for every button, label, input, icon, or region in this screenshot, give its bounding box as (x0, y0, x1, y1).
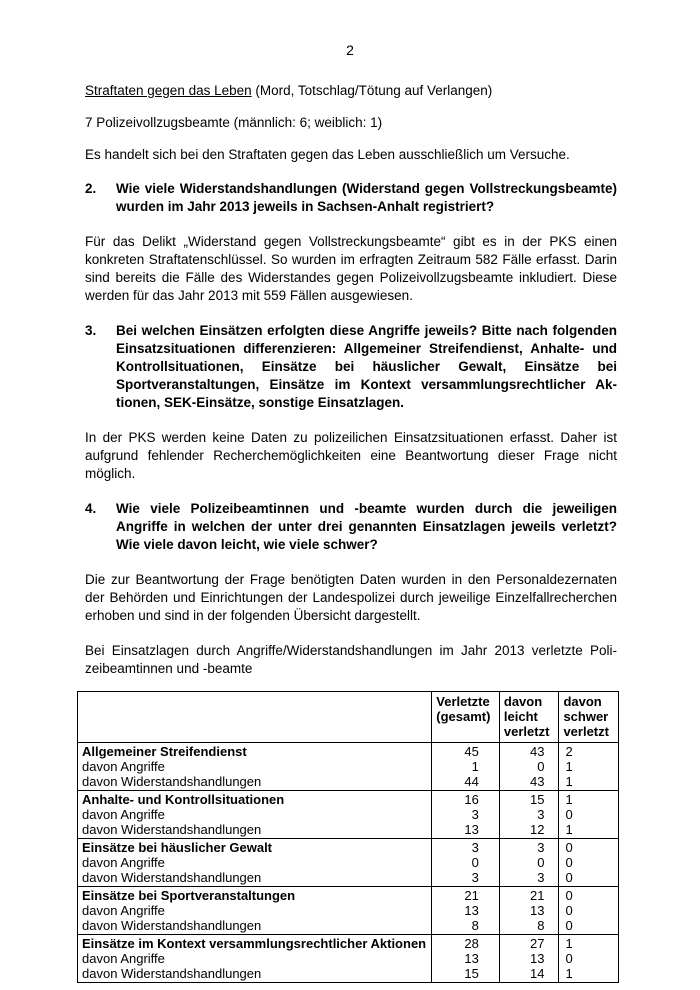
total-cell (432, 791, 500, 839)
value: 1 (565, 792, 573, 807)
table-header-row (78, 692, 619, 743)
sub-label: davon Widerstandshandlungen (82, 774, 262, 789)
question-number: 3. (85, 323, 97, 338)
intro-underlined-term: Straftaten gegen das Leben (85, 83, 252, 98)
sub-label: davon Angriffe (82, 807, 165, 822)
value: 0 (537, 855, 545, 870)
row-labels (78, 887, 432, 935)
group-title: Anhalte- und Kontrollsituationen (82, 792, 285, 807)
question-2 (85, 180, 617, 216)
light-cell (499, 839, 559, 887)
table-row (78, 935, 619, 983)
table-caption: Bei Einsatzlagen durch Angriffe/Widerstandshandlungen im Jahr 2013 verletzte Polizeibeamtinnen und -beamte (85, 643, 617, 676)
value: 0 (565, 951, 573, 966)
row-labels (78, 791, 432, 839)
header-total: Verletzte (gesamt) (432, 692, 500, 743)
value: 3 (471, 870, 479, 885)
value: 21 (464, 888, 479, 903)
value: 15 (464, 966, 479, 981)
question-number: 4. (85, 501, 97, 516)
value: 0 (565, 870, 573, 885)
value: 1 (565, 759, 573, 774)
table-row (78, 887, 619, 935)
total-cell (432, 743, 500, 791)
value: 13 (464, 822, 479, 837)
group-title: Einsätze im Kontext versammlungsrechtlicher Aktionen (82, 936, 427, 951)
value: 0 (537, 759, 545, 774)
sub-label: davon Angriffe (82, 855, 165, 870)
value: 3 (537, 870, 545, 885)
intro-line-2: 7 Polizeivollzugsbeamte (männlich: 6; weiblich: 1) (85, 115, 383, 130)
question-3 (85, 322, 617, 412)
light-cell (499, 743, 559, 791)
question-text: Bei welchen Einsätzen erfolgten diese Angriffe jeweils? Bitte nach folgenden Einsatzsituationen differenzieren: Allgemeiner Streifendienst, Anhalte- und Kontrollsituationen, Einsätze bei häuslicher Gewalt, Einsätze bei Sportveranstaltungen, Einsätze im Kontext versammlungsrechtlicher Aktionen, SEK-Einsätze, sonstige Einsatzlagen. (116, 323, 617, 410)
group-title: Allgemeiner Streifendienst (82, 744, 247, 759)
light-cell (499, 887, 559, 935)
value: 43 (529, 774, 545, 789)
value: 1 (565, 822, 573, 837)
value: 0 (565, 918, 573, 933)
total-cell (432, 935, 500, 983)
table-row (78, 791, 619, 839)
light-cell (499, 935, 559, 983)
value: 43 (529, 744, 545, 759)
header-label (78, 692, 432, 743)
answer-4: Die zur Beantwortung der Frage benötigten Daten wurden in den Personaldezernaten der Behörden und Einrichtungen der Landespolizei durch jeweilige Einzelfallrecherchen erhoben und sind in der folgenden Übersicht dargestellt. (85, 572, 617, 623)
question-4 (85, 500, 617, 554)
injuries-table (77, 691, 619, 983)
light-cell (499, 791, 559, 839)
value: 8 (537, 918, 545, 933)
table-row (78, 839, 619, 887)
value: 28 (464, 936, 479, 951)
document-body (82, 82, 617, 983)
value: 27 (529, 936, 545, 951)
value: 1 (471, 759, 479, 774)
value: 13 (529, 951, 545, 966)
intro-line-1-rest: (Mord, Totschlag/Tötung auf Verlangen) (251, 83, 493, 98)
value: 45 (464, 744, 479, 759)
severe-cell (559, 887, 619, 935)
header-severe: davon schwer verletzt (559, 692, 619, 743)
table-row (78, 743, 619, 791)
severe-cell (559, 839, 619, 887)
sub-label: davon Widerstandshandlungen (82, 870, 262, 885)
value: 3 (537, 840, 545, 855)
value: 2 (565, 744, 573, 759)
value: 8 (471, 918, 479, 933)
sub-label: davon Angriffe (82, 759, 165, 774)
severe-cell (559, 743, 619, 791)
value: 1 (565, 774, 573, 789)
answer-3: In der PKS werden keine Daten zu polizeilichen Einsatzsituationen erfasst. Daher ist aufgrund fehlender Recherchemöglichkeiten eine Beantwortung dieser Frage nicht möglich. (85, 430, 617, 481)
page-number: 2 (346, 42, 354, 58)
sub-label: davon Widerstandshandlungen (82, 918, 262, 933)
answer-2: Für das Delikt „Widerstand gegen Vollstreckungsbeamte“ gibt es in der PKS einen konkreten Straftatenschlüssel. So wurden im erfragten Zeitraum 582 Fälle erfasst. Darin sind bereits die Fälle des Widerstandes gegen Polizeivollzugsbeamte inkludiert. Diese werden für das Jahr 2013 mit 559 Fällen ausgewiesen. (85, 234, 617, 303)
value: 44 (464, 774, 479, 789)
sub-label: davon Angriffe (82, 951, 165, 966)
row-labels (78, 839, 432, 887)
value: 0 (565, 840, 573, 855)
severe-cell (559, 935, 619, 983)
value: 13 (464, 903, 479, 918)
value: 1 (565, 936, 573, 951)
value: 0 (565, 855, 573, 870)
question-number: 2. (85, 181, 97, 196)
value: 13 (529, 903, 545, 918)
sub-label: davon Angriffe (82, 903, 165, 918)
value: 0 (565, 888, 573, 903)
row-labels (78, 743, 432, 791)
severe-cell (559, 791, 619, 839)
value: 0 (565, 903, 573, 918)
header-light: davon leicht verletzt (499, 692, 559, 743)
group-title: Einsätze bei häuslicher Gewalt (82, 840, 273, 855)
value: 14 (529, 966, 545, 981)
question-text: Wie viele Polizeibeamtinnen und -beamte wurden durch die jeweiligen Angriffe in welchen der unter drei genannten Einsatzlagen jeweils verletzt? Wie viele davon leicht, wie viele schwer? (116, 501, 617, 552)
value: 21 (529, 888, 545, 903)
value: 3 (471, 807, 479, 822)
intro-line-1 (85, 82, 617, 100)
value: 12 (529, 822, 545, 837)
sub-label: davon Widerstandshandlungen (82, 966, 262, 981)
intro-line-3: Es handelt sich bei den Straftaten gegen das Leben ausschließlich um Versuche. (85, 147, 570, 162)
question-text: Wie viele Widerstandshandlungen (Widerstand gegen Vollstreckungsbeamte) wurden im Jahr 2013 jeweils in Sachsen-Anhalt registriert? (116, 181, 617, 214)
total-cell (432, 887, 500, 935)
value: 0 (471, 855, 479, 870)
value: 16 (464, 792, 479, 807)
group-title: Einsätze bei Sportveranstaltungen (82, 888, 296, 903)
value: 15 (529, 792, 545, 807)
row-labels (78, 935, 432, 983)
value: 0 (565, 807, 573, 822)
value: 1 (565, 966, 573, 981)
total-cell (432, 839, 500, 887)
value: 3 (537, 807, 545, 822)
sub-label: davon Widerstandshandlungen (82, 822, 262, 837)
value: 3 (471, 840, 479, 855)
value: 13 (464, 951, 479, 966)
